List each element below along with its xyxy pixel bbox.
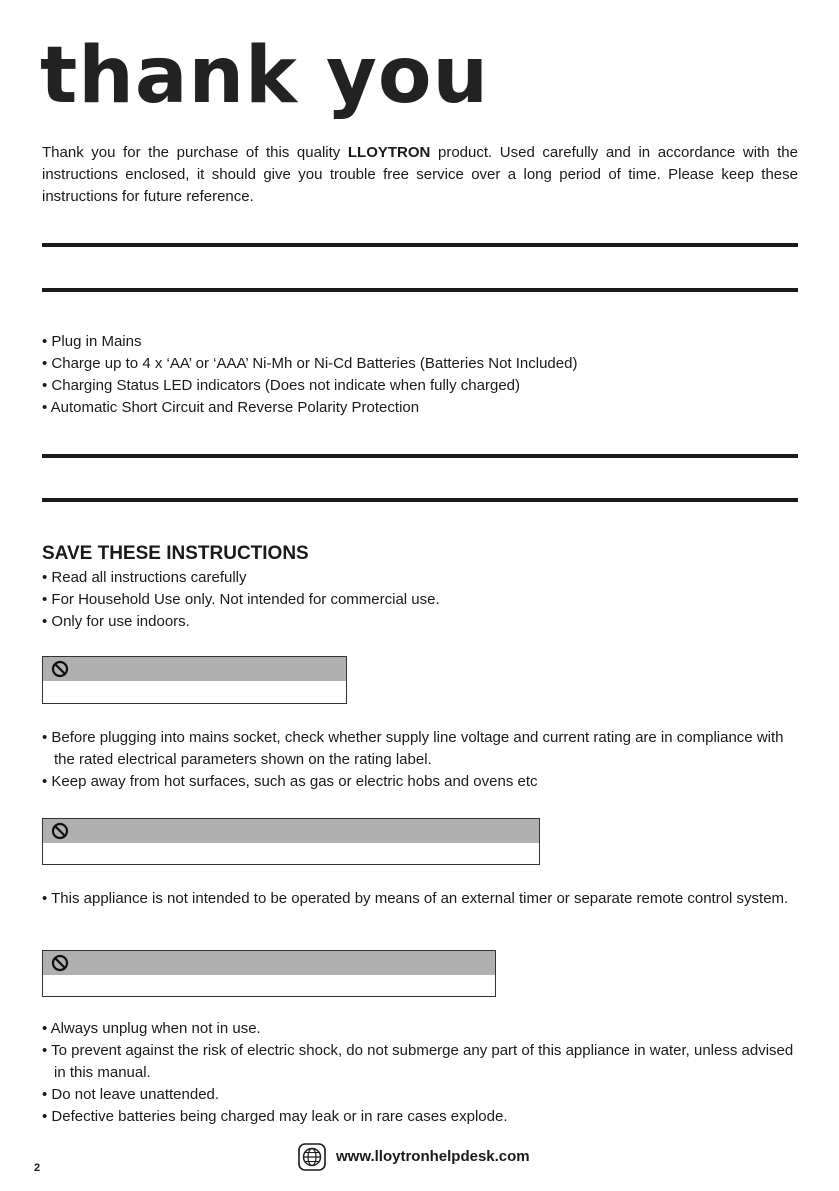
safety-item: • Defective batteries being charged may leak or in rare cases explode. xyxy=(42,1108,508,1125)
safety-item: • This appliance is not intended to be operated by means of an external timer or separate remote control system. xyxy=(42,890,789,907)
feature-item: • Automatic Short Circuit and Reverse Polarity Protection xyxy=(42,399,420,416)
safety-item: • Do not leave unattended. xyxy=(42,1086,220,1103)
safety-item: • To prevent against the risk of electric shock, do not submerge any part of this appliance in water, unless advised in this manual. xyxy=(42,1042,794,1081)
features-list xyxy=(42,331,798,419)
section-divider xyxy=(42,243,798,247)
general-safety-list xyxy=(42,567,798,633)
feature-item: • Charging Status LED indicators (Does not indicate when fully charged) xyxy=(42,377,521,394)
safety-item: • Read all instructions carefully xyxy=(42,569,247,586)
intro-text-start: Thank you for the purchase of this quality xyxy=(42,144,348,161)
prohibition-icon xyxy=(51,954,69,972)
warning-box xyxy=(42,656,347,704)
helpdesk-website-link[interactable]: www.lloytronhelpdesk.com xyxy=(336,1148,530,1165)
feature-item: • Plug in Mains xyxy=(42,333,142,350)
intro-text-end: product. Used carefully and in accordance with the instructions enclosed, it should give you trouble free service over a long period of time. Please keep these instructions for future reference. xyxy=(42,144,798,205)
globe-icon xyxy=(298,1143,326,1171)
warning-box xyxy=(42,818,540,865)
section-divider xyxy=(42,288,798,292)
warning-header xyxy=(43,819,539,843)
feature-item: • Charge up to 4 x ‘AA’ or ‘AAA’ Ni-Mh or Ni-Cd Batteries (Batteries Not Included) xyxy=(42,355,578,372)
safety-item: • Keep away from hot surfaces, such as gas or electric hobs and ovens etc xyxy=(42,773,538,790)
safety-item: • Always unplug when not in use. xyxy=(42,1020,261,1037)
timer-safety-list xyxy=(42,888,798,910)
prohibition-icon xyxy=(51,822,69,840)
page-title: thank you xyxy=(40,31,489,121)
section-divider xyxy=(42,498,798,502)
warning-header xyxy=(43,657,346,681)
usage-safety-list xyxy=(42,1018,798,1128)
brand-name: LLOYTRON xyxy=(347,144,431,161)
section-divider xyxy=(42,454,798,458)
prohibition-icon xyxy=(51,660,69,678)
electrical-safety-list xyxy=(42,727,798,793)
intro-paragraph xyxy=(42,142,798,208)
safety-item: • Only for use indoors. xyxy=(42,613,190,630)
warning-box xyxy=(42,950,496,997)
safety-heading: SAVE THESE INSTRUCTIONS xyxy=(42,543,309,564)
safety-item: • Before plugging into mains socket, check whether supply line voltage and current rating are in compliance with the rated electrical parameters shown on the rating label. xyxy=(42,729,784,768)
page-number: 2 xyxy=(34,1162,41,1174)
safety-item: • For Household Use only. Not intended for commercial use. xyxy=(42,591,440,608)
warning-header xyxy=(43,951,495,975)
